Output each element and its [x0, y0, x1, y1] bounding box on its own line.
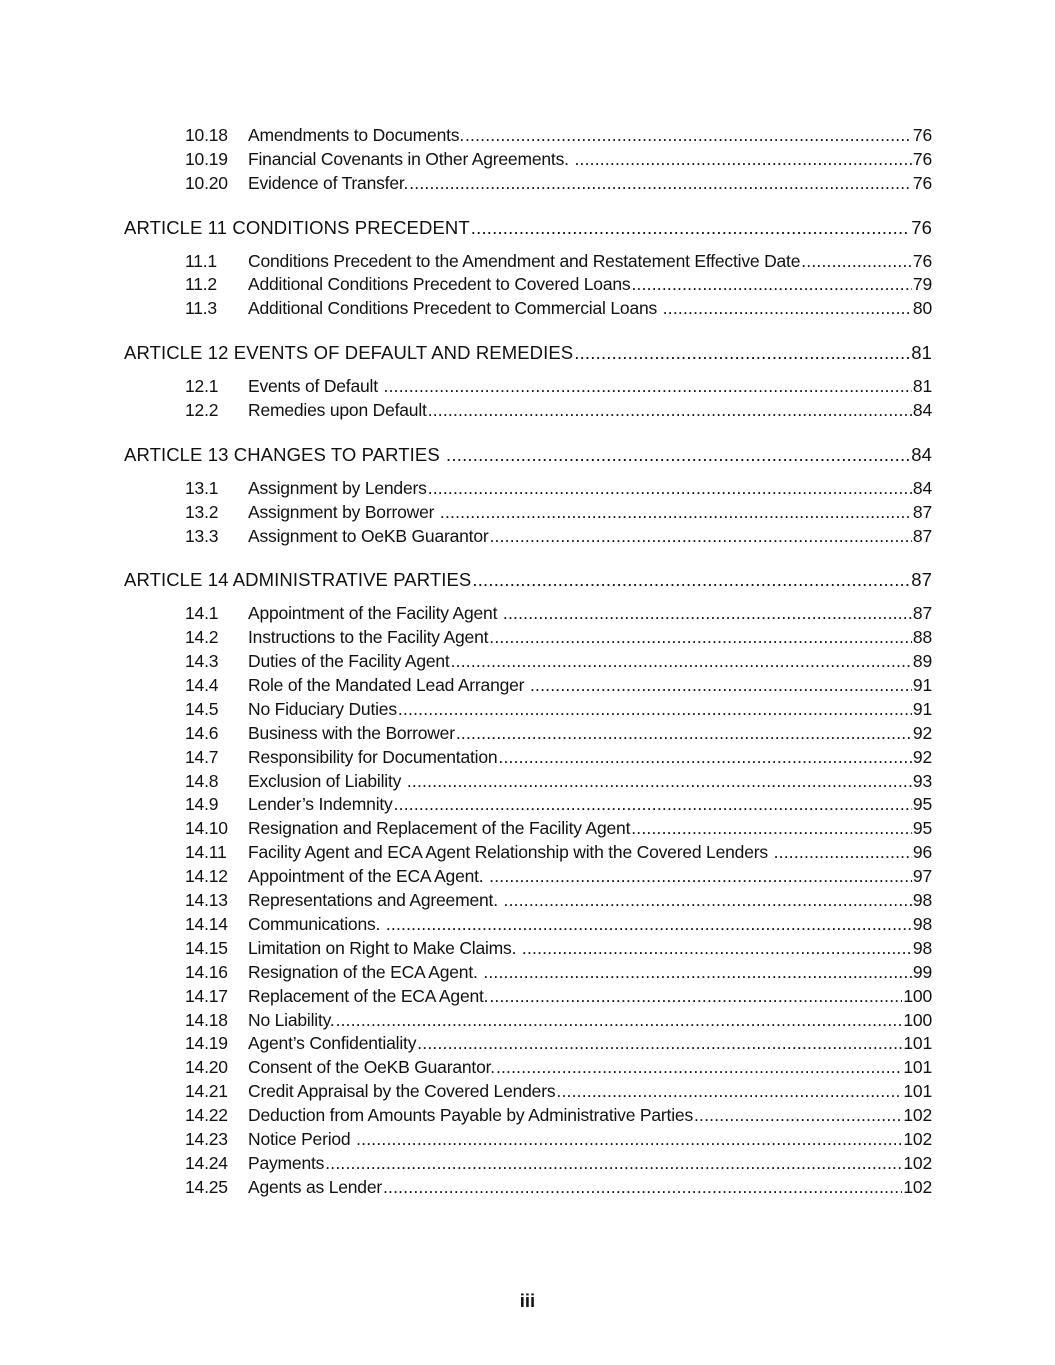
toc-section-entry [124, 399, 932, 423]
toc-section-number: 13.1 [185, 477, 219, 498]
toc-page-number: 89 [912, 651, 932, 672]
toc-page-number: 99 [912, 961, 932, 982]
page-number: iii [519, 1290, 536, 1311]
toc-section-entry [124, 525, 932, 549]
toc-dot-leader [489, 865, 912, 889]
toc-section-number: 14.6 [185, 722, 219, 743]
toc-page-number: 95 [912, 794, 932, 815]
toc-page-number: 76 [911, 216, 932, 238]
toc-page-number: 81 [912, 376, 932, 397]
toc-dot-leader [394, 793, 912, 817]
toc-section-title: Conditions Precedent to the Amendment and Restatement Effective Date [248, 250, 801, 271]
toc-section-entry [124, 626, 932, 650]
toc-page-number: 87 [912, 603, 932, 624]
toc-section-entry [124, 297, 932, 321]
toc-section-title: No Fiduciary Duties [248, 698, 397, 719]
toc-section-title: Consent of the OeKB Guarantor. [248, 1057, 495, 1078]
toc-page-number: 100 [903, 985, 932, 1006]
toc-dot-leader [465, 124, 912, 148]
toc-section-entry [124, 793, 932, 817]
toc-section-entry [124, 865, 932, 889]
toc-section-entry [124, 1152, 932, 1176]
toc-page-number: 101 [903, 1033, 932, 1054]
toc-dot-leader [530, 674, 912, 698]
toc-section-title: Duties of the Facility Agent [248, 651, 450, 672]
toc-section-title: Communications. [248, 913, 385, 934]
toc-section-entry [124, 1104, 932, 1128]
toc-dot-leader [483, 961, 912, 985]
toc-dot-leader [774, 841, 912, 865]
toc-section-title: Evidence of Transfer. [248, 172, 409, 193]
toc-section-number: 14.4 [185, 675, 219, 696]
toc-section-title: Role of the Mandated Lead Arranger [248, 675, 529, 696]
toc-section-title: Agent’s Confidentiality [248, 1033, 417, 1054]
toc-section-entry [124, 1080, 932, 1104]
toc-page-number: 101 [903, 1057, 932, 1078]
toc-section-entry [124, 650, 932, 674]
toc-dot-leader [801, 250, 912, 274]
toc-section-entry [124, 172, 932, 196]
toc-section-number: 14.22 [185, 1105, 228, 1126]
toc-article-entry [124, 443, 932, 467]
toc-section-number: 14.5 [185, 698, 219, 719]
toc-section-entry [124, 937, 932, 961]
toc-dot-leader [489, 985, 902, 1009]
toc-page-number: 102 [903, 1152, 932, 1173]
toc-section-entry [124, 889, 932, 913]
toc-page-number: 101 [903, 1081, 932, 1102]
toc-section-entry [124, 961, 932, 985]
toc-dot-leader [440, 501, 912, 525]
toc-section-title: Notice Period [248, 1128, 356, 1149]
toc-section-entry [124, 722, 932, 746]
toc-section-title: Assignment to OeKB Guarantor [248, 525, 489, 546]
toc-page-number: 92 [912, 746, 932, 767]
toc-page-number: 102 [903, 1105, 932, 1126]
toc-section-entry [124, 841, 932, 865]
toc-section-number: 12.2 [185, 400, 219, 421]
toc-section-title: Appointment of the Facility Agent [248, 603, 502, 624]
toc-section-number: 14.15 [185, 937, 228, 958]
toc-dot-leader [409, 172, 912, 196]
toc-page-number: 97 [912, 866, 932, 887]
toc-section-title: Events of Default [248, 376, 383, 397]
toc-section-entry [124, 477, 932, 501]
toc-section-title: Representations and Agreement. [248, 890, 503, 911]
toc-section-number: 11.1 [185, 250, 217, 271]
toc-page-number: 91 [912, 675, 932, 696]
toc-section-number: 11.2 [185, 274, 217, 295]
toc-section-number: 14.13 [185, 890, 228, 911]
toc-page-number: 79 [912, 274, 932, 295]
toc-article-entry [124, 568, 932, 592]
toc-section-entry [124, 1032, 932, 1056]
toc-page-number: 92 [912, 722, 932, 743]
toc-section-number: 14.7 [185, 746, 219, 767]
toc-section-title: Resignation and Replacement of the Facility Agent [248, 818, 631, 839]
toc-page-number: 76 [912, 172, 932, 193]
toc-section-number: 14.16 [185, 961, 228, 982]
toc-section-number: 14.21 [185, 1081, 228, 1102]
toc-section-entry [124, 674, 932, 698]
toc-section-title: Facility Agent and ECA Agent Relationship with the Covered Lenders [248, 842, 773, 863]
toc-section-entry [124, 985, 932, 1009]
toc-dot-leader [504, 889, 912, 913]
toc-section-title: Agents as Lender [248, 1176, 382, 1197]
toc-section-entry [124, 1176, 932, 1200]
toc-section-entry [124, 375, 932, 399]
toc-section-title: No Liability. [248, 1009, 335, 1030]
toc-dot-leader [451, 650, 912, 674]
toc-section-entry [124, 746, 932, 770]
toc-dot-leader [428, 399, 912, 423]
toc-section-entry [124, 602, 932, 626]
toc-section-title: Financial Covenants in Other Agreements. [248, 148, 574, 169]
toc-section-number: 13.2 [185, 501, 219, 522]
toc-page-number: 100 [903, 1009, 932, 1030]
toc-section-number: 12.1 [185, 376, 219, 397]
toc-section-number: 14.11 [185, 842, 227, 863]
toc-section-number: 10.18 [185, 125, 228, 145]
toc-dot-leader [386, 913, 912, 937]
toc-article-title: ARTICLE 11 CONDITIONS PRECEDENT [124, 216, 470, 238]
toc-section-number: 14.8 [185, 770, 219, 791]
toc-page-number: 98 [912, 890, 932, 911]
toc-dot-leader [417, 1032, 902, 1056]
toc-section-number: 14.17 [185, 985, 228, 1006]
toc-section-title: Assignment by Lenders [248, 477, 427, 498]
toc-page-number: 98 [912, 913, 932, 934]
toc-dot-leader [398, 698, 912, 722]
toc-section-title: Assignment by Borrower [248, 501, 439, 522]
toc-page-number: 91 [912, 698, 932, 719]
toc-section-entry [124, 273, 932, 297]
toc-dot-leader [574, 148, 911, 172]
toc-page-number: 88 [912, 627, 932, 648]
toc-section-title: Credit Appraisal by the Covered Lenders [248, 1081, 556, 1102]
toc-dot-leader [471, 216, 910, 240]
toc-section-number: 14.14 [185, 913, 228, 934]
toc-dot-leader [631, 817, 912, 841]
toc-section-title: Amendments to Documents. [248, 125, 464, 145]
toc-section-entry [124, 148, 932, 172]
toc-section-number: 14.18 [185, 1009, 228, 1030]
toc-dot-leader [503, 602, 912, 626]
toc-section-number: 14.20 [185, 1057, 228, 1078]
toc-section-title: Business with the Borrower [248, 722, 455, 743]
toc-dot-leader [428, 477, 912, 501]
toc-page-number: 76 [912, 148, 932, 169]
toc-section-title: Exclusion of Liability [248, 770, 406, 791]
toc-section-number: 13.3 [185, 525, 219, 546]
toc-section-entry [124, 817, 932, 841]
toc-dot-leader [556, 1080, 902, 1104]
toc-dot-leader [384, 375, 912, 399]
toc-section-number: 14.9 [185, 794, 219, 815]
toc-dot-leader [498, 746, 912, 770]
toc-section-entry [124, 1009, 932, 1033]
toc-article-entry [124, 341, 932, 365]
toc-section-number: 14.23 [185, 1128, 228, 1149]
toc-dot-leader [490, 525, 912, 549]
toc-page-number: 87 [912, 525, 932, 546]
toc-article-title: ARTICLE 12 EVENTS OF DEFAULT AND REMEDIES [124, 342, 574, 364]
toc-page-number: 81 [911, 342, 932, 364]
toc-section-title: Payments [248, 1152, 325, 1173]
toc-page-number: 96 [912, 842, 932, 863]
toc-section-number: 14.19 [185, 1033, 228, 1054]
toc-section-number: 14.2 [185, 627, 219, 648]
toc-section-title: Additional Conditions Precedent to Covered Loans [248, 274, 631, 295]
toc-section-title: Responsibility for Documentation [248, 746, 498, 767]
toc-section-number: 10.20 [185, 172, 228, 193]
toc-dot-leader [456, 722, 912, 746]
toc-section-number: 14.1 [185, 603, 219, 624]
toc-dot-leader [489, 626, 912, 650]
toc-section-title: Lender’s Indemnity [248, 794, 393, 815]
toc-dot-leader [574, 341, 910, 365]
toc-dot-leader [694, 1104, 902, 1128]
toc-article-title: ARTICLE 14 ADMINISTRATIVE PARTIES [124, 569, 472, 591]
table-of-contents [124, 124, 932, 1200]
toc-page-number: 87 [911, 569, 932, 591]
toc-article-title: ARTICLE 13 CHANGES TO PARTIES [124, 443, 446, 465]
toc-page-number: 93 [912, 770, 932, 791]
toc-section-entry [124, 1056, 932, 1080]
toc-section-number: 11.3 [185, 298, 217, 319]
toc-section-number: 14.12 [185, 866, 228, 887]
toc-section-entry [124, 770, 932, 794]
toc-section-entry [124, 698, 932, 722]
toc-dot-leader [496, 1056, 902, 1080]
toc-dot-leader [407, 770, 912, 794]
toc-section-entry [124, 501, 932, 525]
toc-section-title: Limitation on Right to Make Claims. [248, 937, 521, 958]
toc-dot-leader [446, 443, 910, 467]
toc-section-title: Appointment of the ECA Agent. [248, 866, 489, 887]
toc-dot-leader [336, 1009, 903, 1033]
toc-page-number: 80 [912, 298, 932, 319]
toc-dot-leader [663, 297, 912, 321]
toc-dot-leader [472, 568, 910, 592]
toc-section-title: Additional Conditions Precedent to Commercial Loans [248, 298, 662, 319]
toc-section-number: 10.19 [185, 148, 228, 169]
toc-dot-leader [631, 273, 911, 297]
toc-page-number: 87 [912, 501, 932, 522]
toc-section-title: Instructions to the Facility Agent [248, 627, 489, 648]
toc-dot-leader [522, 937, 912, 961]
toc-section-number: 14.3 [185, 651, 219, 672]
toc-section-entry [124, 1128, 932, 1152]
toc-dot-leader [325, 1152, 902, 1176]
toc-page-number: 95 [912, 818, 932, 839]
toc-section-title: Resignation of the ECA Agent. [248, 961, 483, 982]
toc-page-number: 84 [912, 477, 932, 498]
toc-section-title: Deduction from Amounts Payable by Administrative Parties [248, 1105, 693, 1126]
toc-page-number: 84 [912, 400, 932, 421]
toc-page-number: 98 [912, 937, 932, 958]
toc-section-entry [124, 913, 932, 937]
toc-section-number: 14.24 [185, 1152, 228, 1173]
toc-page-number: 84 [911, 443, 932, 465]
toc-section-title: Remedies upon Default [248, 400, 427, 421]
toc-page-number: 102 [903, 1128, 932, 1149]
toc-section-entry [124, 124, 932, 148]
toc-page-number: 76 [912, 125, 932, 145]
toc-section-entry [124, 250, 932, 274]
toc-section-title: Replacement of the ECA Agent. [248, 985, 489, 1006]
toc-section-number: 14.25 [185, 1176, 228, 1197]
toc-article-entry [124, 216, 932, 240]
toc-section-number: 14.10 [185, 818, 228, 839]
toc-page-number: 76 [912, 250, 932, 271]
toc-page-number: 102 [903, 1176, 932, 1197]
toc-dot-leader [383, 1176, 902, 1200]
toc-dot-leader [356, 1128, 902, 1152]
